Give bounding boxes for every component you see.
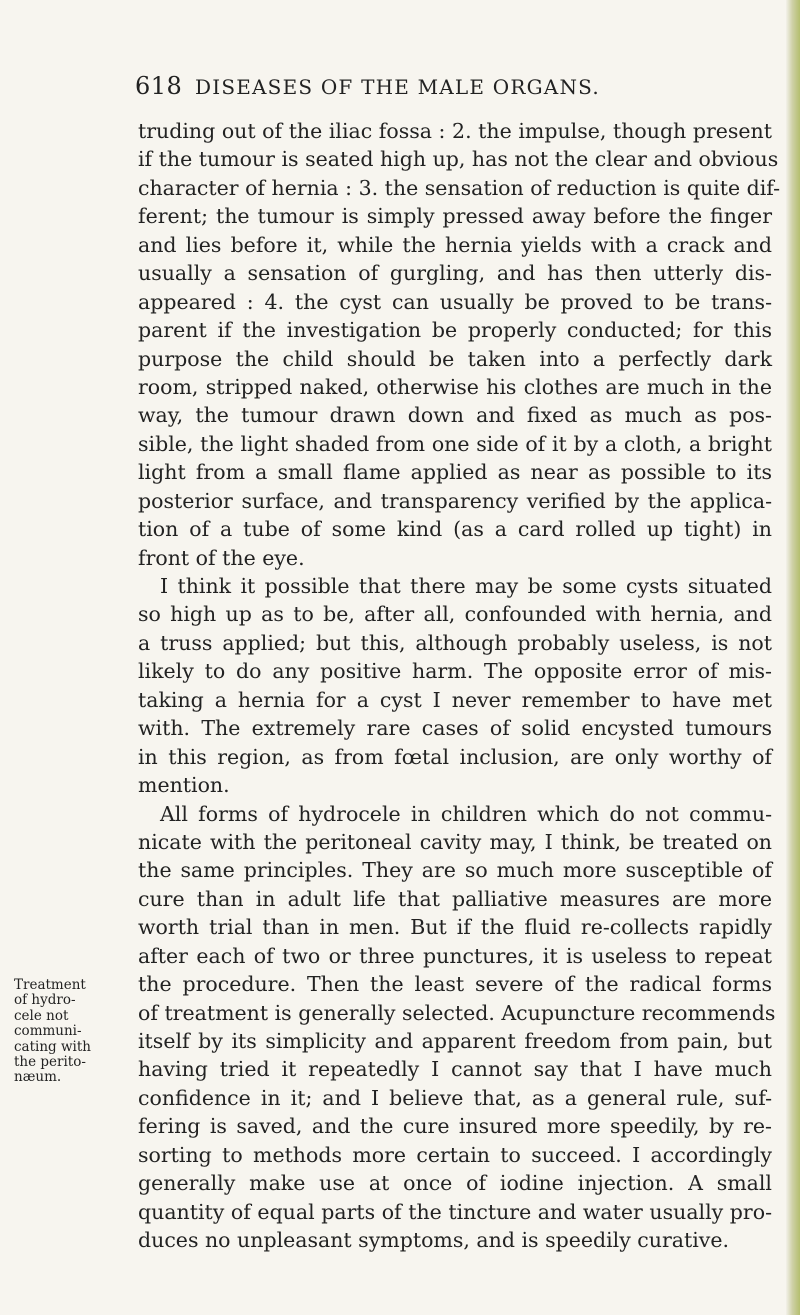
page-number: 618 xyxy=(135,72,183,100)
text-line: way, the tumour drawn down and fixed as much as pos- xyxy=(138,403,772,428)
text-line: light from a small flame applied as near as possible to its xyxy=(138,460,772,485)
running-title: DISEASES OF THE MALE ORGANS. xyxy=(195,75,600,99)
running-head xyxy=(135,72,775,108)
text-line: appeared : 4. the cyst can usually be proved to be trans- xyxy=(138,289,772,314)
margin-note-line: the perito- xyxy=(14,1053,86,1070)
text-line: posterior surface, and transparency verified by the applica- xyxy=(138,488,772,513)
margin-note-line: næum. xyxy=(14,1069,62,1086)
text-line: worth trial than in men. But if the fluid re-collects rapidly xyxy=(138,915,772,940)
text-line: taking a hernia for a cyst I never remember to have met xyxy=(138,687,772,712)
body-text xyxy=(138,117,781,1255)
text-line: having tried it repeatedly I cannot say that I have much xyxy=(138,1057,772,1082)
text-line: duces no unpleasant symptoms, and is speedily curative. xyxy=(138,1228,730,1253)
text-line: sible, the light shaded from one side of it by a cloth, a bright xyxy=(138,431,772,456)
text-line: generally make use at once of iodine injection. A small xyxy=(138,1171,772,1196)
text-line: purpose the child should be taken into a perfectly dark xyxy=(138,346,772,371)
text-line: cure than in adult life that palliative measures are more xyxy=(138,886,772,911)
text-line: I think it possible that there may be some cysts situated xyxy=(160,574,772,598)
text-line: nicate with the peritoneal cavity may, I think, be treated on xyxy=(138,829,772,854)
text-line: mention. xyxy=(138,773,230,798)
margin-note-line: cating with xyxy=(14,1038,91,1055)
text-line: a truss applied; but this, although probably useless, is not xyxy=(138,630,772,655)
text-line: room, stripped naked, otherwise his clothes are much in the xyxy=(138,374,772,399)
text-line: sorting to methods more certain to succeed. I accordingly xyxy=(138,1142,772,1167)
margin-note-line: of hydro- xyxy=(14,992,76,1009)
margin-note xyxy=(14,978,134,1086)
text-line: All forms of hydrocele in children which do not commu- xyxy=(160,801,772,826)
text-line: tion of a tube of some kind (as a card rolled up tight) in xyxy=(138,517,772,542)
margin-note-line: cele not xyxy=(14,1007,69,1024)
text-line: of treatment is generally selected. Acupuncture recommends xyxy=(138,1000,776,1025)
text-line: quantity of equal parts of the tincture and water usually pro- xyxy=(138,1199,772,1224)
text-line: likely to do any positive harm. The opposite error of mis- xyxy=(138,659,772,684)
text-line: fering is saved, and the cure insured more speedily, by re- xyxy=(138,1114,772,1139)
text-line: and lies before it, while the hernia yields with a crack and xyxy=(138,232,772,257)
text-line: after each of two or three punctures, it is useless to repeat xyxy=(138,943,772,968)
text-line: so high up as to be, after all, confounded with hernia, and xyxy=(138,602,772,627)
text-line: character of hernia : 3. the sensation of reduction is quite dif- xyxy=(138,175,781,200)
text-line: front of the eye. xyxy=(138,545,305,570)
text-line: usually a sensation of gurgling, and has then utterly dis- xyxy=(138,261,772,286)
text-line: with. The extremely rare cases of solid encysted tumours xyxy=(138,716,772,741)
text-line: if the tumour is seated high up, has not the clear and obvious xyxy=(138,147,779,172)
margin-note-line: Treatment xyxy=(14,977,86,993)
margin-note-line: communi- xyxy=(14,1023,82,1040)
text-line: the procedure. Then the least severe of the radical forms xyxy=(138,972,772,997)
text-line: truding out of the iliac fossa : 2. the impulse, though present xyxy=(138,119,772,143)
text-line: in this region, as from fœtal inclusion, are only worthy of xyxy=(138,744,772,769)
text-line: confidence in it; and I believe that, as a general rule, suf- xyxy=(138,1085,772,1110)
page-edge xyxy=(786,0,800,1315)
text-line: parent if the investigation be properly conducted; for this xyxy=(138,318,772,343)
text-line: the same principles. They are so much more susceptible of xyxy=(138,858,772,883)
text-line: itself by its simplicity and apparent freedom from pain, but xyxy=(138,1029,772,1053)
text-line: ferent; the tumour is simply pressed away before the finger xyxy=(138,204,772,229)
